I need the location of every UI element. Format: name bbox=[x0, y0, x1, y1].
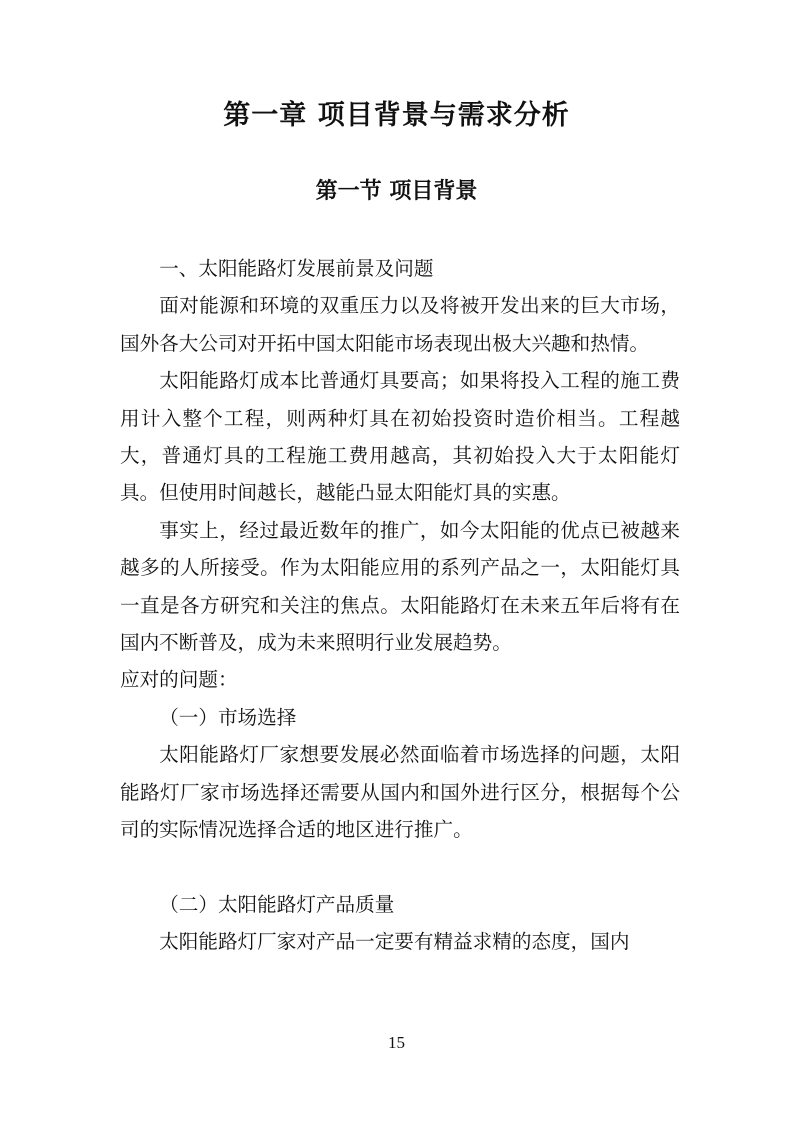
paragraph: 事实上，经过最近数年的推广，如今太阳能的优点已被越来越多的人所接受。作为太阳能应用的系列产品之一，太阳能灯具一直是各方研究和关注的焦点。太阳能路灯在未来五年后将有在国内不断普及，成为未来照明行业发展趋势。 bbox=[120, 518, 680, 655]
subheading-product-quality: （二）太阳能路灯产品质量 bbox=[159, 892, 395, 916]
subheading-solar-streetlight: 一、太阳能路灯发展前景及问题 bbox=[159, 257, 434, 280]
subheading-market-selection: （一）市场选择 bbox=[159, 705, 297, 729]
paragraph: 太阳能路灯厂家对产品一定要有精益求精的态度，国内 bbox=[159, 930, 630, 954]
chapter-title: 第一章 项目背景与需求分析 bbox=[223, 100, 570, 131]
page-number: 15 bbox=[388, 1033, 405, 1052]
section-title: 第一节 项目背景 bbox=[315, 179, 478, 204]
paragraph: 面对能源和环境的双重压力以及将被开发出来的巨大市场，国外各大公司对开拓中国太阳能市场表现出极大兴趣和热情。 bbox=[120, 294, 680, 355]
paragraph: 应对的问题： bbox=[120, 668, 238, 692]
paragraph: 太阳能路灯成本比普通灯具要高；如果将投入工程的施工费用计入整个工程，则两种灯具在初始投资时造价相当。工程越大，普通灯具的工程施工费用越高，其初始投入大于太阳能灯具。但使用时间越长，越能凸显太阳能灯具的实惠。 bbox=[120, 369, 680, 505]
paragraph: 太阳能路灯厂家想要发展必然面临着市场选择的问题，太阳能路灯厂家市场选择还需要从国内和国外进行区分，根据每个公司的实际情况选择合适的地区进行推广。 bbox=[120, 743, 680, 842]
body-text bbox=[120, 250, 680, 961]
